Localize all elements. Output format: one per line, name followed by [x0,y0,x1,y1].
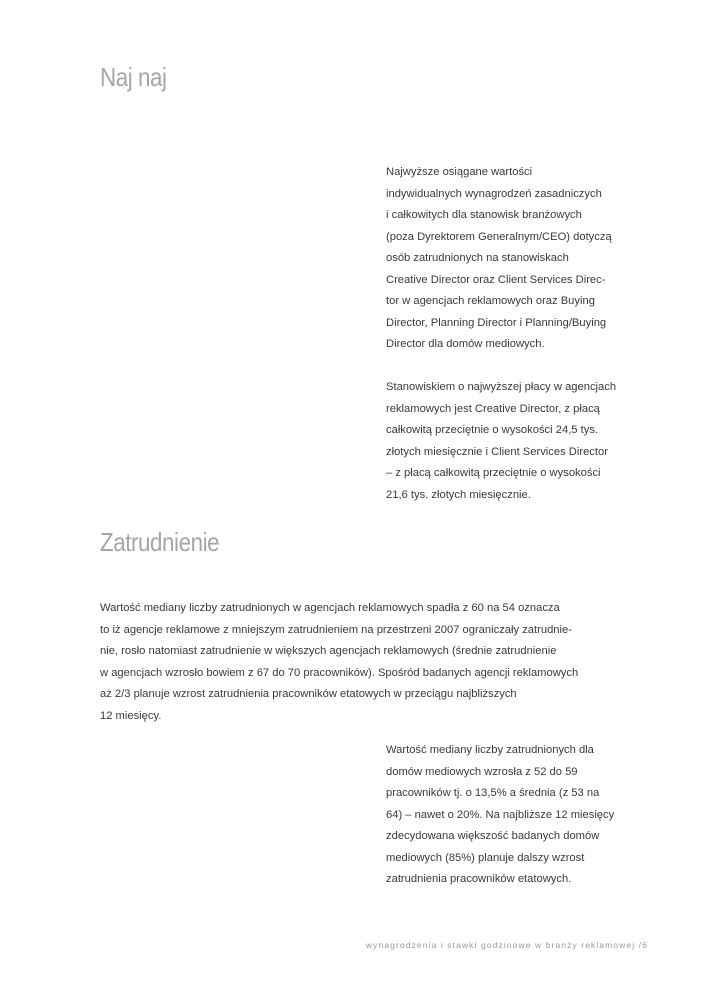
page-footer: wynagrodzenia i stawki godzinowe w branży reklamowej /6 [365,940,648,950]
paragraph-highest-paid-position: Stanowiskiem o najwyższej płacy w agencjach reklamowych jest Creative Director, z płacą całkowitą przeciętnie o wysokości 24,5 tys. złotych miesięcznie i Client Services Director – z płacą całkowitą przeciętnie o wysokości 21,6 tys. złotych miesięcznie. [386,381,617,501]
paragraph-agency-employment: Wartość mediany liczby zatrudnionych w agencjach reklamowych spadła z 60 na 54 oznacza to iż agencje reklamowe z mniejszym zatrudnieniem na przestrzeni 2007 ograniczały zatrudnie- nie, rosło natomiast zatrudnienie w większych agencjach reklamowych (średnie zatrudnienie w agencjach wzrosło bowiem z 67 do 70 pracowników). Spośród badanych agencji reklamowych aż 2/3 planuje wzrost zatrudnienia pracowników etatowych w przeciągu najbliższych 12 miesięcy. [100,602,579,722]
section-heading-zatrudnienie: Zatrudnienie [100,527,220,557]
paragraph-media-house-employment: Wartość mediany liczby zatrudnionych dla domów mediowych wzrosła z 52 do 59 pracowników tj. o 13,5% a średnia (z 53 na 64) – nawet o 20%. Na najbliższe 12 miesięcy zdecydowana większość badanych domów mediowych (85%) planuje dalszy wzrost zatrudnienia pracowników etatowych. [386,744,615,885]
section-heading-naj-naj: Naj naj [100,62,167,92]
paragraph-highest-values: Najwyższe osiągane wartości indywidualnych wynagrodzeń zasadniczych i całkowitych dla stanowisk branżowych (poza Dyrektorem Generalnym/CEO) dotyczą osób zatrudnionych na stanowiskach Creative Director oraz Client Services Direc- tor w agencjach reklamowych oraz Buying Director, Planning Director i Planning/Buying Director dla domów mediowych. [386,166,612,350]
